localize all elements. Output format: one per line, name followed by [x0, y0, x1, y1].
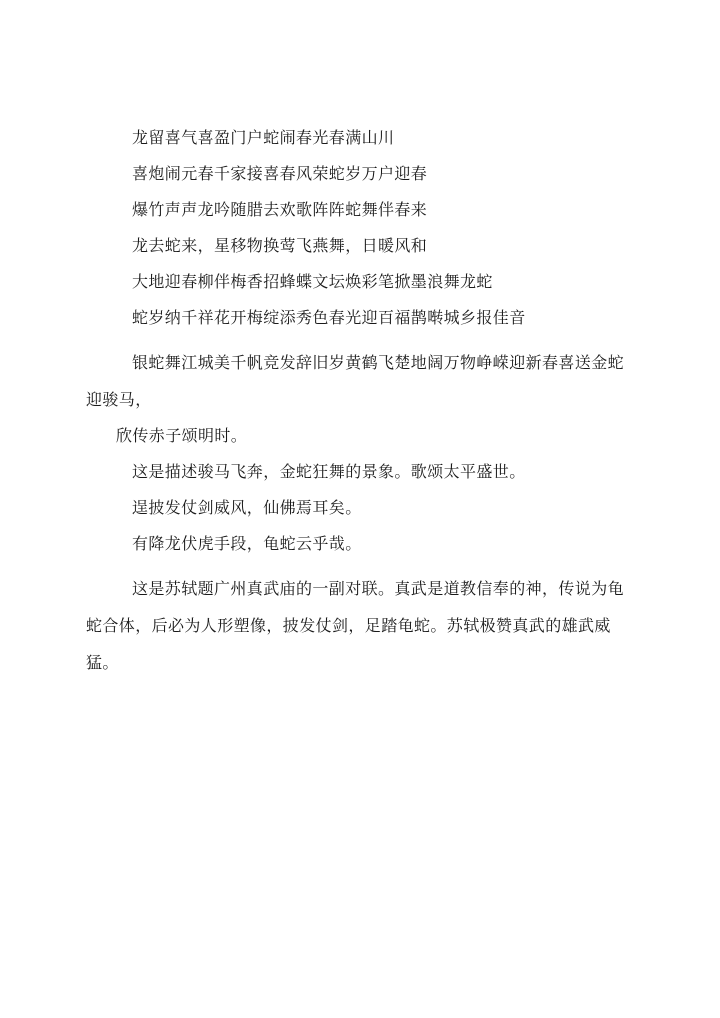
paragraph: 蛇岁纳千祥花开梅绽添秀色春光迎百福鹊啭城乡报佳音 — [132, 308, 526, 327]
paragraph: 龙留喜气喜盈门户蛇闹春光春满山川 — [132, 128, 395, 147]
paragraph: 有降龙伏虎手段，龟蛇云乎哉。 — [132, 534, 362, 553]
paragraph: 欣传赤子颂明时。 — [116, 426, 248, 445]
paragraph: 这是苏轼题广州真武庙的一副对联。真武是道教信奉的神，传说为龟蛇合体，后必为人形塑像，披发仗剑，足踏龟蛇。苏轼极赞真武的雄武威猛。 — [86, 579, 625, 672]
paragraph: 喜炮闹元春千家接喜春风荣蛇岁万户迎春 — [132, 164, 428, 183]
paragraph: 龙去蛇来，星移物换莺飞燕舞，日暖风和 — [132, 236, 428, 255]
document-body — [86, 128, 636, 689]
paragraph: 这是描述骏马飞奔，金蛇狂舞的景象。歌颂太平盛世。 — [132, 462, 526, 481]
paragraph: 银蛇舞江城美千帆竞发辞旧岁黄鹤飞楚地阔万物峥嵘迎新春喜送金蛇迎骏马， — [86, 353, 625, 409]
paragraph: 逞披发仗剑威风，仙佛焉耳矣。 — [132, 498, 362, 517]
paragraph: 大地迎春柳伴梅香招蜂蝶文坛焕彩笔掀墨浪舞龙蛇 — [132, 272, 493, 291]
paragraph: 爆竹声声龙吟随腊去欢歌阵阵蛇舞伴春来 — [132, 200, 428, 219]
